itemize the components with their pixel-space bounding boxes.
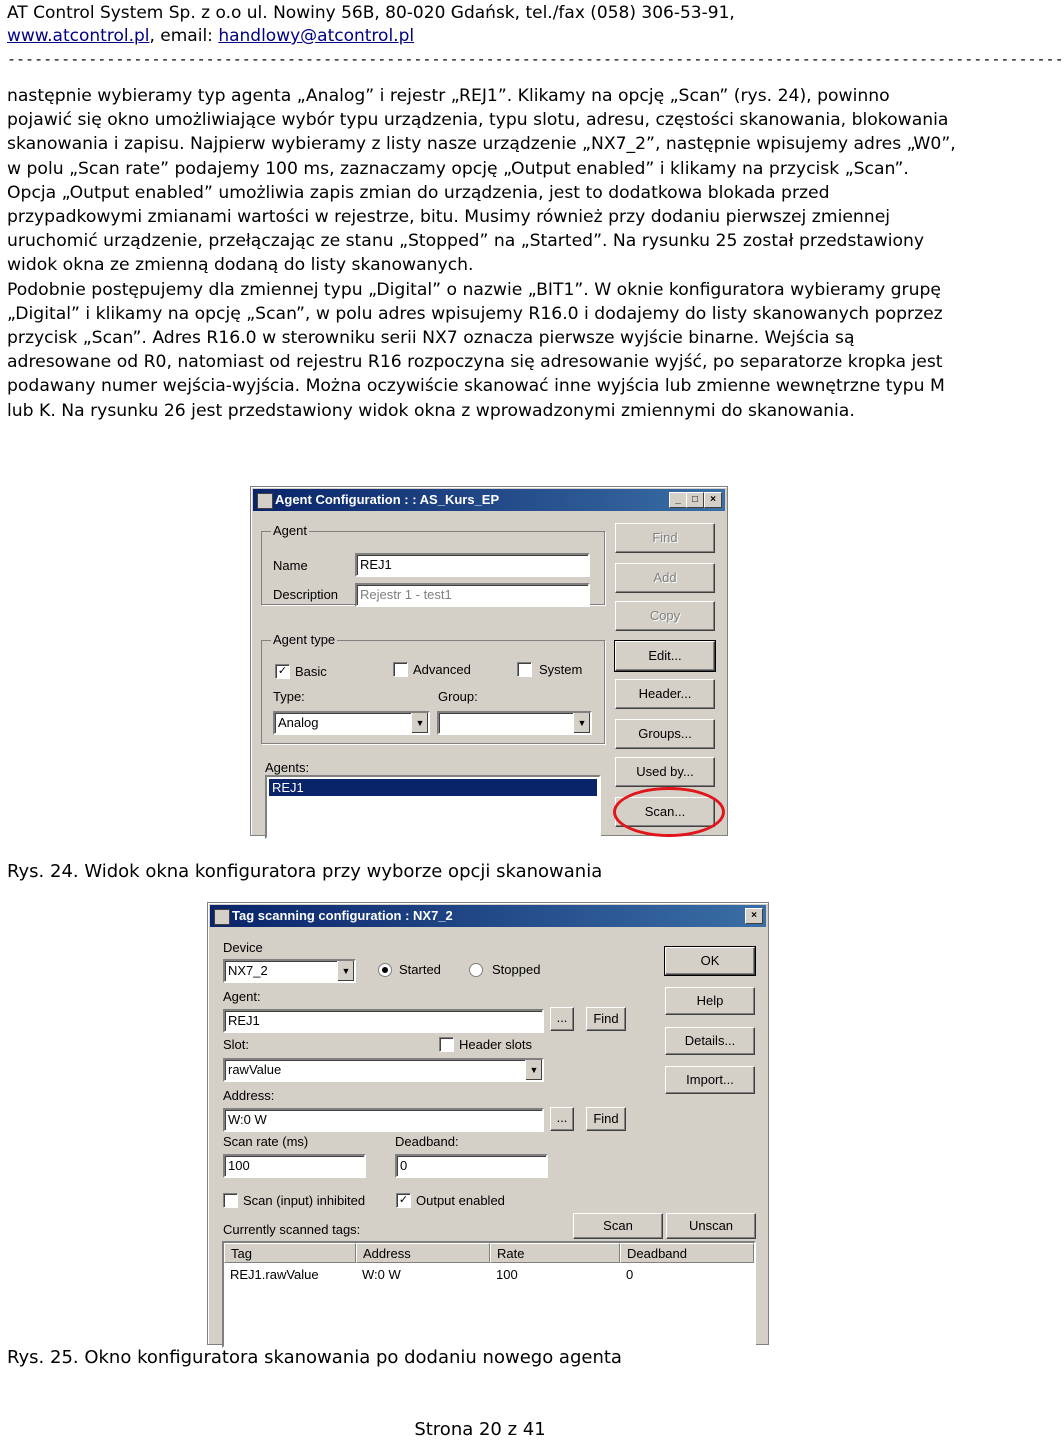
chevron-down-icon[interactable]: ▼: [573, 713, 590, 733]
deadband-label: Deadband:: [395, 1134, 459, 1149]
slot-combo[interactable]: [223, 1058, 544, 1082]
column-header-rate[interactable]: Rate: [490, 1243, 620, 1263]
device-label: Device: [223, 940, 263, 955]
ok-button[interactable]: OK: [665, 947, 755, 975]
cell-rate: 100: [496, 1267, 518, 1282]
system-label: System: [539, 662, 583, 677]
edit-button[interactable]: Edit...: [615, 641, 715, 671]
window-titlebar: [210, 905, 766, 927]
chevron-down-icon[interactable]: ▼: [525, 1060, 542, 1080]
chevron-down-icon[interactable]: ▼: [337, 961, 354, 981]
import-button[interactable]: Import...: [665, 1066, 755, 1094]
website-link[interactable]: www.atcontrol.pl: [7, 26, 150, 46]
agent-browse-button[interactable]: ...: [550, 1007, 574, 1031]
app-icon: [257, 493, 273, 509]
output-enabled-checkbox[interactable]: ✓: [396, 1193, 411, 1208]
advanced-label: Advanced: [413, 662, 471, 677]
company-line: AT Control System Sp. z o.o ul. Nowiny 56B, 80-020 Gdańsk, tel./fax (058) 306-53-91,: [7, 3, 735, 23]
scan-button[interactable]: Scan: [573, 1213, 663, 1239]
deadband-field[interactable]: 0: [395, 1154, 548, 1178]
agent-group-label: Agent: [273, 523, 307, 538]
device-value: NX7_2: [228, 963, 268, 978]
app-icon: [214, 909, 230, 925]
unscan-button[interactable]: Unscan: [666, 1213, 756, 1239]
email-link[interactable]: handlowy@atcontrol.pl: [218, 26, 415, 46]
scan-inhibited-label: Scan (input) inhibited: [243, 1193, 366, 1208]
address-field[interactable]: W:0 W: [223, 1108, 544, 1132]
started-label: Started: [399, 962, 441, 977]
column-header-deadband[interactable]: Deadband: [620, 1243, 754, 1263]
basic-checkbox[interactable]: ✓: [275, 664, 290, 679]
currently-scanned-label: Currently scanned tags:: [223, 1222, 361, 1237]
email-label: , email:: [149, 26, 219, 46]
slot-label: Slot:: [223, 1037, 250, 1052]
window-title: Tag scanning configuration : NX7_2: [232, 908, 453, 923]
started-radio[interactable]: [378, 963, 392, 977]
header-slots-checkbox[interactable]: [439, 1037, 454, 1052]
basic-label: Basic: [295, 664, 327, 679]
body-text: [7, 84, 960, 423]
close-button[interactable]: ×: [704, 492, 722, 508]
agent-configuration-window: [250, 486, 728, 836]
name-label: Name: [273, 558, 308, 573]
type-value: Analog: [278, 715, 319, 730]
minimize-button[interactable]: _: [669, 492, 687, 508]
maximize-button[interactable]: □: [686, 492, 704, 508]
advanced-checkbox[interactable]: [393, 662, 408, 677]
contact-line: [7, 25, 735, 48]
scan-inhibited-checkbox[interactable]: [223, 1193, 238, 1208]
header-slots-label: Header slots: [459, 1037, 532, 1052]
paragraph: Podobnie postępujemy dla zmiennej typu „Digital” o nazwie „BIT1”. W oknie konfiguratora wybieramy grupę „Digital” i klikamy na opcję „Scan”, w polu adres wpisujemy R16.0 i dodajemy do listy skanowanych poprzez przycisk „Scan”. Adres R16.0 w sterowniku serii NX7 oznacza pierwsze wyjście binarne. Wejścia są adresowane od R0, natomiast od rejestru R16 rozpoczyna się adresowanie wyjść, po separatorze kropka jest podawany numer wejścia-wyjścia. Można oczywiście skanować inne wyjścia lub zmienne wewnętrzne typu M lub K. Na rysunku 26 jest przedstawiony widok okna z wprowadzonymi zmiennymi do skanowania.: [7, 279, 945, 421]
window-title: Agent Configuration : : AS_Kurs_EP: [275, 492, 500, 507]
copy-button[interactable]: Copy: [615, 601, 715, 631]
agent-type-group-label: Agent type: [273, 632, 336, 647]
stopped-radio[interactable]: [469, 963, 483, 977]
agents-list[interactable]: [265, 775, 601, 839]
used-by-button[interactable]: Used by...: [615, 757, 715, 787]
column-header-tag[interactable]: Tag: [224, 1243, 356, 1263]
slot-value: rawValue: [228, 1062, 282, 1077]
scan-rate-field[interactable]: 100: [223, 1154, 366, 1178]
description-field[interactable]: Rejestr 1 - test1: [355, 583, 590, 607]
type-combo[interactable]: [273, 711, 430, 735]
device-combo[interactable]: [223, 959, 356, 983]
figure-25-caption: Rys. 25. Okno konfiguratora skanowania po dodaniu nowego agenta: [7, 1347, 622, 1368]
groups-button[interactable]: Groups...: [615, 719, 715, 749]
group-label: Group:: [438, 689, 478, 704]
output-enabled-label: Output enabled: [416, 1193, 505, 1208]
scan-rate-label: Scan rate (ms): [223, 1134, 309, 1149]
chevron-down-icon[interactable]: ▼: [411, 713, 428, 733]
header-separator: ---------------------------------------------------------------------------------------------------------------------: [7, 50, 1064, 68]
agent-field[interactable]: REJ1: [223, 1009, 544, 1033]
window-titlebar: [253, 489, 725, 511]
agent-find-button[interactable]: Find: [586, 1007, 626, 1031]
figure-24-caption: Rys. 24. Widok okna konfiguratora przy wyborze opcji skanowania: [7, 861, 603, 882]
cell-tag: REJ1.rawValue: [230, 1267, 319, 1282]
help-button[interactable]: Help: [665, 987, 755, 1015]
close-button[interactable]: ×: [745, 908, 763, 924]
column-header-address[interactable]: Address: [356, 1243, 490, 1263]
find-button[interactable]: Find: [615, 523, 715, 553]
scanned-tags-table[interactable]: [222, 1241, 756, 1348]
cell-address: W:0 W: [362, 1267, 401, 1282]
address-browse-button[interactable]: ...: [550, 1107, 574, 1131]
header-button[interactable]: Header...: [615, 679, 715, 709]
details-button[interactable]: Details...: [665, 1027, 755, 1055]
type-label: Type:: [273, 689, 305, 704]
paragraph: następnie wybieramy typ agenta „Analog” i rejestr „REJ1”. Klikamy na opcję „Scan” (rys. 24), powinno pojawić się okno umożliwiające wybór typu urządzenia, typu slotu, adresu, częstości skanowania, blokowania skanowania i zapisu. Najpierw wybieramy z listy nasze urządzenie „NX7_2”, następnie wpisujemy adres „W0”, w polu „Scan rate” podajemy 100 ms, zaznaczamy opcję „Output enabled” i klikamy na przycisk „Scan”. Opcja „Output enabled” umożliwia zapis zmian do urządzenia, jest to dodatkowa blokada przed przypadkowymi zmianami wartości w rejestrze, bitu. Musimy również przy dodaniu pierwszej zmiennej uruchomić urządzenie, przełączając ze stanu „Stopped” na „Started”. Na rysunku 25 został przedstawiony widok okna ze zmienną dodaną do listy skanowanych.: [7, 86, 956, 276]
page-number: Strona 20 z 41: [414, 1419, 546, 1440]
agent-label: Agent:: [223, 989, 261, 1004]
agents-label: Agents:: [265, 760, 310, 775]
address-find-button[interactable]: Find: [586, 1107, 626, 1131]
agents-list-item[interactable]: REJ1: [269, 779, 597, 796]
page-header: [7, 2, 735, 48]
group-combo[interactable]: [437, 711, 592, 735]
system-checkbox[interactable]: [517, 662, 532, 677]
add-button[interactable]: Add: [615, 563, 715, 593]
address-label: Address:: [223, 1088, 275, 1103]
stopped-label: Stopped: [492, 962, 541, 977]
description-label: Description: [273, 587, 339, 602]
scan-highlight-circle: [613, 787, 725, 837]
scan-button[interactable]: Scan...: [615, 797, 715, 827]
cell-deadband: 0: [626, 1267, 634, 1282]
tag-scanning-window: [207, 902, 769, 1345]
name-field[interactable]: REJ1: [355, 553, 590, 577]
